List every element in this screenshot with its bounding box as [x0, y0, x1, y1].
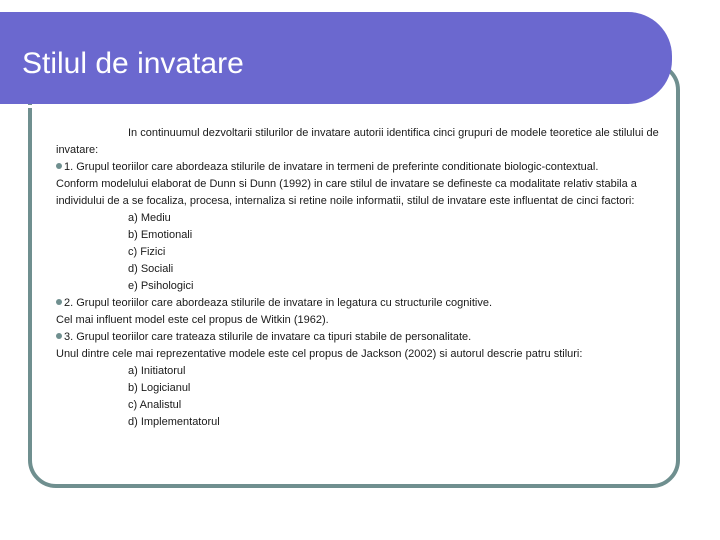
- group1-heading: [56, 159, 672, 176]
- group3-heading: [56, 329, 672, 346]
- slide-title: Stilul de invatare: [22, 47, 244, 80]
- factor-item: a) Mediu: [128, 212, 171, 224]
- factor-item: e) Psihologici: [128, 280, 194, 292]
- group3-heading-text: 3. Grupul teoriilor care trateaza stilurile de invatare ca tipuri stabile de personalitate.: [64, 331, 472, 343]
- intro-paragraph: In continuumul dezvoltarii stilurilor de invatare autorii identifica cinci grupuri de modele teoretice ale stilului de invatare:: [56, 127, 659, 156]
- factor-item: d) Sociali: [128, 263, 174, 275]
- factor-item: c) Fizici: [128, 246, 166, 258]
- slide-body: [56, 125, 672, 431]
- group2-heading: [56, 295, 672, 312]
- group2-text: Cel mai influent model este cel propus de Witkin (1962).: [56, 314, 329, 326]
- title-underline: [16, 105, 636, 108]
- style-item: a) Initiatorul: [128, 365, 186, 377]
- style-item: c) Analistul: [128, 399, 182, 411]
- group1-text: Conform modelului elaborat de Dunn si Dunn (1992) in care stilul de invatare se defineste ca modalitate relativ stabila a individului de a se focaliza, procesa, internaliza si retine noile informatii, stilul de invatare este influentat de cinci factori:: [56, 178, 637, 207]
- style-item: b) Logicianul: [128, 382, 191, 394]
- title-bar: [0, 12, 672, 104]
- bullet-icon: [56, 163, 62, 169]
- group3-text: Unul dintre cele mai reprezentative modele este cel propus de Jackson (2002) si autorul descrie patru stiluri:: [56, 348, 583, 360]
- bullet-icon: [56, 333, 62, 339]
- group1-heading-text: 1. Grupul teoriilor care abordeaza stilurile de invatare in termeni de preferinte conditionate biologic-contextual.: [64, 161, 599, 173]
- bullet-icon: [56, 299, 62, 305]
- style-item: d) Implementatorul: [128, 416, 220, 428]
- group2-heading-text: 2. Grupul teoriilor care abordeaza stilurile de invatare in legatura cu structurile cognitive.: [64, 297, 492, 309]
- factor-item: b) Emotionali: [128, 229, 193, 241]
